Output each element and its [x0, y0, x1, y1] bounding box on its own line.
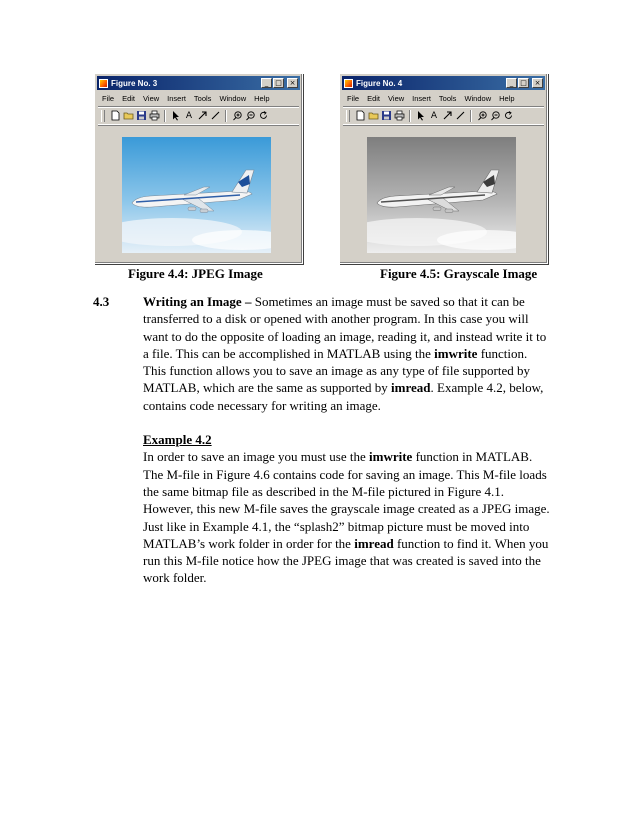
figure-caption-4-4: Figure 4.4: JPEG Image [128, 266, 263, 281]
paragraph-text: function. This function allows you to save an image as any type of file supported by MATLAB, which are the same as supported by [143, 345, 531, 396]
zoom-out-icon[interactable] [489, 110, 501, 122]
figure-window-3 [94, 73, 303, 264]
toolbar-separator [409, 110, 411, 122]
toolbar-grip[interactable] [101, 110, 105, 122]
rotate-icon[interactable] [502, 110, 514, 122]
arrow-icon[interactable] [441, 110, 453, 122]
example-title: Example 4.2 [143, 432, 212, 448]
figure-toolbar [343, 106, 544, 125]
menu-help[interactable]: Help [254, 94, 270, 103]
title-bar[interactable] [342, 76, 545, 90]
open-folder-icon[interactable] [122, 110, 134, 122]
menu-window[interactable]: Window [219, 94, 247, 103]
maximize-button[interactable]: □ [273, 78, 284, 88]
new-file-icon[interactable] [109, 110, 121, 122]
menu-edit[interactable]: Edit [367, 94, 381, 103]
section-4-3 [93, 293, 553, 587]
keyword-imread: imread [391, 380, 431, 396]
print-icon[interactable] [393, 110, 405, 122]
window-title: Figure No. 3 [111, 78, 158, 88]
toolbar-separator [225, 110, 227, 122]
keyword-imwrite: imwrite [434, 345, 478, 361]
toolbar-separator [470, 110, 472, 122]
close-button[interactable]: × [287, 78, 298, 88]
figure-toolbar [98, 106, 299, 125]
text-icon[interactable]: A [430, 110, 438, 121]
menu-tools[interactable]: Tools [438, 94, 457, 103]
menu-bar [98, 92, 299, 105]
menu-view[interactable]: View [143, 94, 160, 103]
select-arrow-icon[interactable] [415, 110, 427, 122]
new-file-icon[interactable] [354, 110, 366, 122]
line-icon[interactable] [209, 110, 221, 122]
menu-file[interactable]: File [102, 94, 115, 103]
arrow-icon[interactable] [196, 110, 208, 122]
maximize-button[interactable]: □ [518, 78, 529, 88]
keyword-imwrite: imwrite [369, 449, 413, 465]
paragraph-text: . Example 4.2, below, contains code necessary for writing an image. [143, 380, 544, 413]
menu-bar [343, 92, 544, 105]
paragraph-text: In order to save an image you must use the [143, 449, 369, 465]
rotate-icon[interactable] [257, 110, 269, 122]
paragraph-text: Sometimes an image must be saved so that it can be transferred to a disk or opened with another program. In this case you will want to do the opposite of loading an image, reading it, and instead write it to a file. This can be accomplished in MATLAB using the [143, 294, 547, 361]
toolbar-separator [164, 110, 166, 122]
airplane-photo-grayscale [367, 137, 516, 253]
figure-window-4 [339, 73, 548, 264]
window-title: Figure No. 4 [356, 78, 403, 88]
section-number: 4.3 [93, 294, 110, 309]
paragraph-text: function to find it. When you run this M-file notice how the JPEG image that was created is saved into the work folder. [143, 535, 549, 586]
menu-edit[interactable]: Edit [122, 94, 136, 103]
image-display [122, 137, 271, 253]
toolbar-grip[interactable] [346, 110, 350, 122]
open-folder-icon[interactable] [367, 110, 379, 122]
menu-insert[interactable]: Insert [412, 94, 431, 103]
title-bar[interactable] [97, 76, 300, 90]
figure-caption-4-5: Figure 4.5: Grayscale Image [380, 266, 538, 281]
matlab-figure-icon [344, 79, 353, 88]
section-paragraph-1 [143, 293, 553, 414]
menu-file[interactable]: File [347, 94, 360, 103]
print-icon[interactable] [148, 110, 160, 122]
minimize-button[interactable]: _ [506, 78, 517, 88]
zoom-out-icon[interactable] [244, 110, 256, 122]
menu-insert[interactable]: Insert [167, 94, 186, 103]
image-display [367, 137, 516, 253]
menu-view[interactable]: View [388, 94, 405, 103]
paragraph-text: function in MATLAB. The M-file in Figure 4.6 contains code for saving an image. This M-file loads the same bitmap file as described in the M-file pictured in Figure 4.1. However, this new M-file saves the grayscale image created as a JPEG image. Just like in Example 4.1, the “splash2” bitmap picture must be moved into MATLAB’s work folder in order for the [143, 449, 550, 551]
airplane-photo-color [122, 137, 271, 253]
matlab-figure-icon [99, 79, 108, 88]
text-icon[interactable]: A [185, 110, 193, 121]
close-button[interactable]: × [532, 78, 543, 88]
menu-help[interactable]: Help [499, 94, 515, 103]
example-paragraph [143, 448, 553, 586]
minimize-button[interactable]: _ [261, 78, 272, 88]
zoom-in-icon[interactable] [476, 110, 488, 122]
save-icon[interactable] [135, 110, 147, 122]
select-arrow-icon[interactable] [170, 110, 182, 122]
save-icon[interactable] [380, 110, 392, 122]
menu-window[interactable]: Window [464, 94, 492, 103]
line-icon[interactable] [454, 110, 466, 122]
keyword-imread: imread [354, 535, 394, 551]
zoom-in-icon[interactable] [231, 110, 243, 122]
section-heading: Writing an Image – [143, 294, 255, 309]
menu-tools[interactable]: Tools [193, 94, 212, 103]
